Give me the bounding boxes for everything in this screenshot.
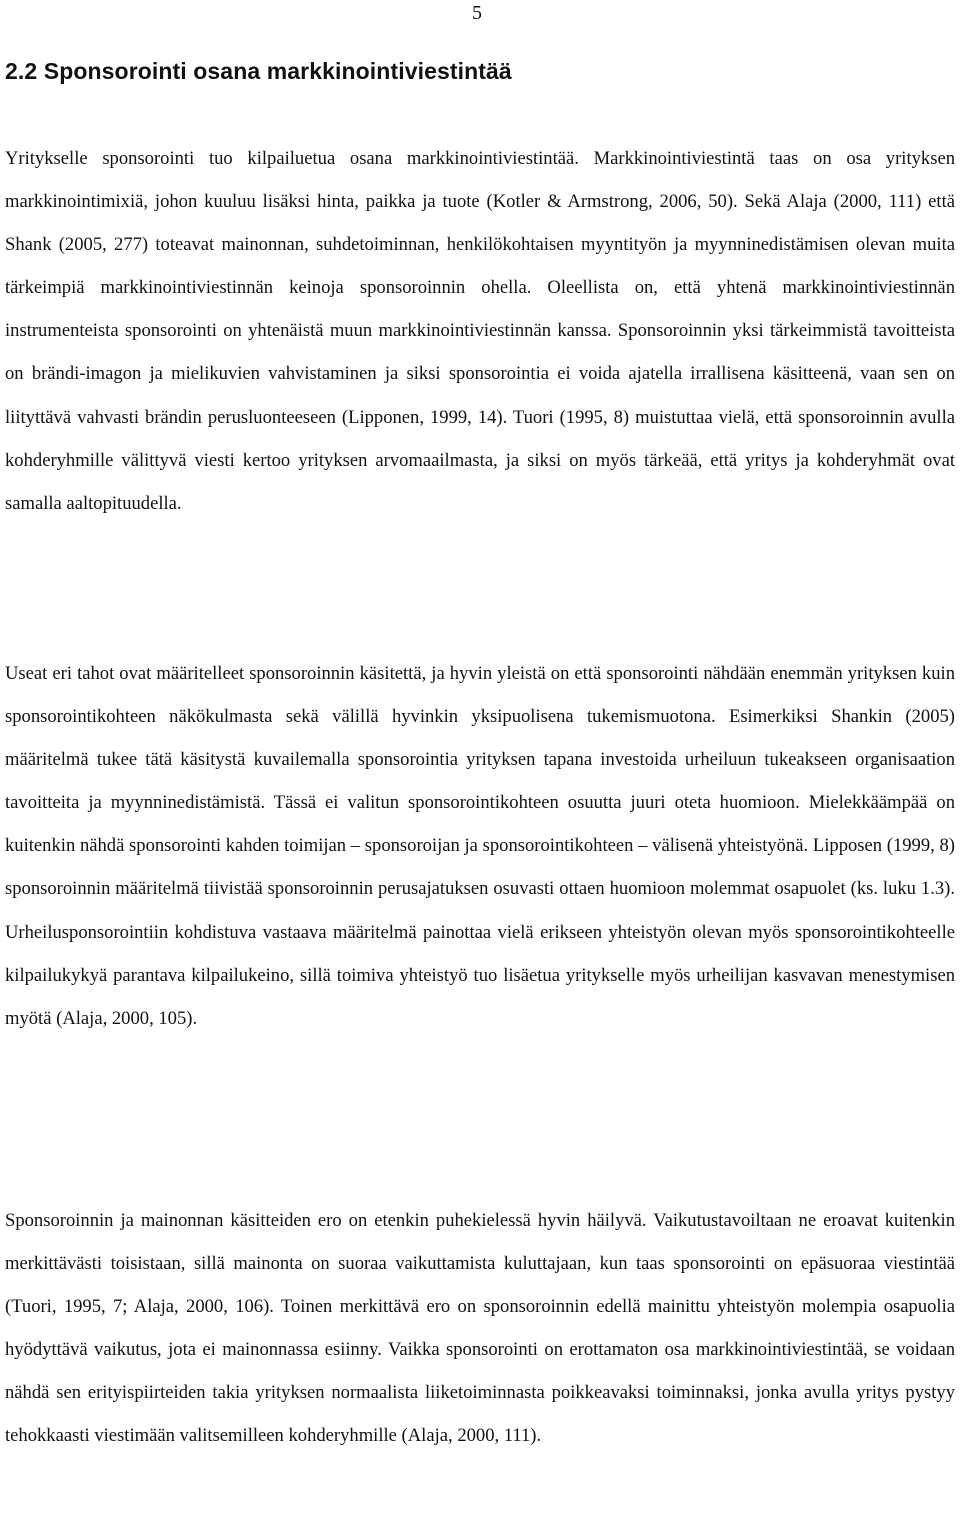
page-number: 5 [472, 2, 482, 24]
section-heading: 2.2 Sponsorointi osana markkinointiviestintää [5, 58, 512, 84]
paragraph-1: Yritykselle sponsorointi tuo kilpailuetua osana markkinointiviestintää. Markkinointiviestintä taas on osa yrityksen markkinointimixiä, johon kuuluu lisäksi hinta, paikka ja tuote (Kotler & Armstrong, 2006, 50). Sekä Alaja (2000, 111) että Shank (2005, 277) toteavat mainonnan, suhdetoiminnan, henkilökohtaisen myyntityön ja myynninedistämisen olevan muita tärkeimpiä markkinointiviestinnän keinoja sponsoroinnin ohella. Oleellista on, että yhtenä markkinointiviestinnän instrumenteista sponsorointi on yhtenäistä muun markkinointiviestinnän kanssa. Sponsoroinnin yksi tärkeimmistä tavoitteista on brändi-imagon ja mielikuvien vahvistaminen ja siksi sponsorointia ei voida ajatella irrallisena käsitteenä, vaan sen on liityttävä vahvasti brändin perusluonteeseen (Lipponen, 1999, 14). Tuori (1995, 8) muistuttaa vielä, että sponsoroinnin avulla kohderyhmille välittyvä viesti kertoo yrityksen arvomaailmasta, ja siksi on myös tärkeää, että yritys ja kohderyhmät ovat samalla aaltopituudella. [5, 148, 955, 514]
paragraph-2: Useat eri tahot ovat määritelleet sponsoroinnin käsitettä, ja hyvin yleistä on että sponsorointi nähdään enemmän yrityksen kuin sponsorointikohteen näkökulmasta sekä välillä hyvinkin yksipuolisena tukemismuotona. Esimerkiksi Shankin (2005) määritelmä tukee tätä käsitystä kuvailemalla sponsorointia yrityksen tapana investoida urheiluun tukeakseen organisaation tavoitteita ja myynninedistämistä. Tässä ei valitun sponsorointikohteen osuutta juuri oteta huomioon. Mielekkäämpää on kuitenkin nähdä sponsorointi kahden toimijan – sponsoroijan ja sponsorointikohteen – välisenä yhteistyönä. Lipposen (1999, 8) sponsoroinnin määritelmä tiivistää sponsoroinnin perusajatuksen osuvasti ottaen huomioon molemmat osapuolet (ks. luku 1.3). Urheilusponsorointiin kohdistuva vastaava määritelmä painottaa vielä erikseen yhteistyön olevan myös sponsorointikohteelle kilpailukykyä parantava kilpailukeino, sillä toimiva yhteistyö tuo lisäetua yritykselle myös urheilijan kasvavan menestymisen myötä (Alaja, 2000, 105). [5, 663, 955, 1029]
paragraph-3: Sponsoroinnin ja mainonnan käsitteiden ero on etenkin puhekielessä hyvin häilyvä. Vaikutustavoiltaan ne eroavat kuitenkin merkittävästi toisistaan, sillä mainonta on suoraa vaikuttamista kuluttajaan, kun taas sponsorointi on epäsuoraa viestintää (Tuori, 1995, 7; Alaja, 2000, 106). Toinen merkittävä ero on sponsoroinnin edellä mainittu yhteistyön molempia osapuolia hyödyttävä vaikutus, jota ei mainonnassa esiinny. Vaikka sponsorointi on erottamaton osa markkinointiviestintää, se voidaan nähdä sen erityispiirteiden takia yrityksen normaalista liiketoiminnasta poikkeavaksi toiminnaksi, jonka avulla yritys pystyy tehokkaasti viestimään valitsemilleen kohderyhmille (Alaja, 2000, 111). [5, 1210, 955, 1447]
